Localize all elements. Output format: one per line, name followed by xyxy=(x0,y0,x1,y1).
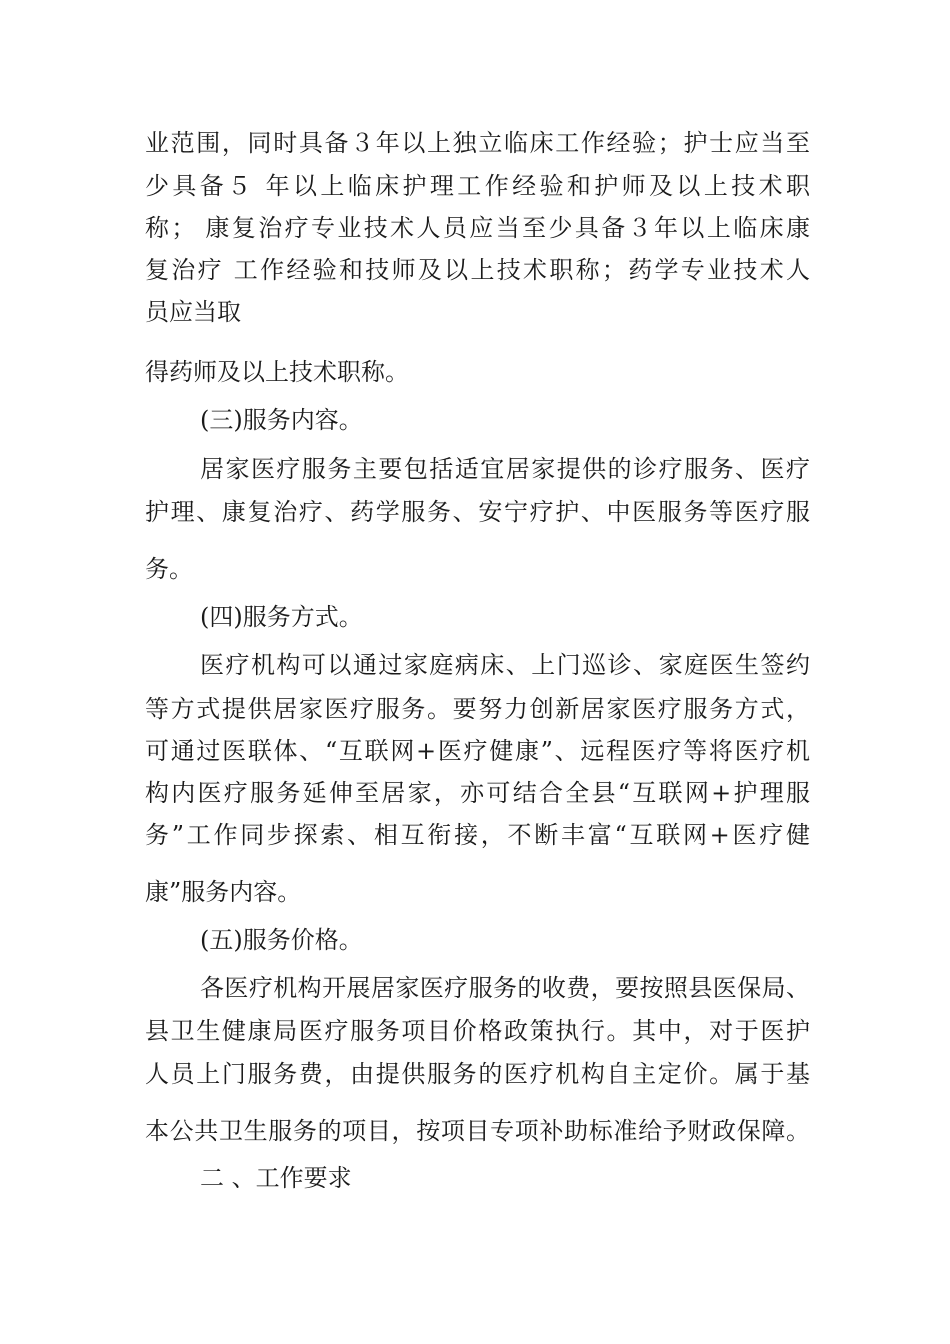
paragraph-line: 医疗机构可以通过家庭病床、上门巡诊、家庭医生签约 xyxy=(200,651,810,679)
paragraph-line: 护理、康复治疗、药学服务、安宁疗护、中医服务等医疗服 xyxy=(145,498,810,526)
paragraph-line: 务。 xyxy=(145,555,193,583)
paragraph-line: 业范围，同时具备３年以上独立临床工作经验；护士应当至 xyxy=(145,129,810,157)
paragraph-line: 称； 康复治疗专业技术人员应当至少具备３年以上临床康 xyxy=(145,214,810,242)
paragraph-line: 居家医疗服务主要包括适宜居家提供的诊疗服务、医疗 xyxy=(200,455,810,483)
paragraph-line: 等方式提供居家医疗服务。要努力创新居家医疗服务方式， xyxy=(145,695,810,723)
section-heading: (三)服务内容。 xyxy=(200,406,363,434)
section-heading: (五)服务价格。 xyxy=(200,926,363,954)
paragraph-line: 员应当取 xyxy=(145,298,241,326)
paragraph-line: 县卫生健康局医疗服务项目价格政策执行。其中，对于医护 xyxy=(145,1017,810,1045)
paragraph-line: 各医疗机构开展居家医疗服务的收费，要按照县医保局、 xyxy=(200,974,810,1002)
paragraph-line: 少具备５ 年以上临床护理工作经验和护师及以上技术职 xyxy=(145,172,810,200)
paragraph-line: 得药师及以上技术职称。 xyxy=(145,358,409,386)
paragraph-line: 复治疗 工作经验和技师及以上技术职称；药学专业技术人 xyxy=(145,256,810,284)
paragraph-line: 康”服务内容。 xyxy=(145,878,302,906)
paragraph-line: 本公共卫生服务的项目，按项目专项补助标准给予财政保障。 xyxy=(145,1117,810,1145)
paragraph-line: 务”工作同步探索、相互衔接，不断丰富“互联网+医疗健 xyxy=(145,821,810,849)
paragraph-line: 可通过医联体、“互联网+医疗健康”、远程医疗等将医疗机 xyxy=(145,737,810,765)
paragraph-line: 人员上门服务费，由提供服务的医疗机构自主定价。属于基 xyxy=(145,1060,810,1088)
section-heading: 二 、工作要求 xyxy=(200,1164,352,1192)
paragraph-line: 构内医疗服务延伸至居家，亦可结合全县“互联网+护理服 xyxy=(145,779,810,807)
section-heading: (四)服务方式。 xyxy=(200,603,363,631)
